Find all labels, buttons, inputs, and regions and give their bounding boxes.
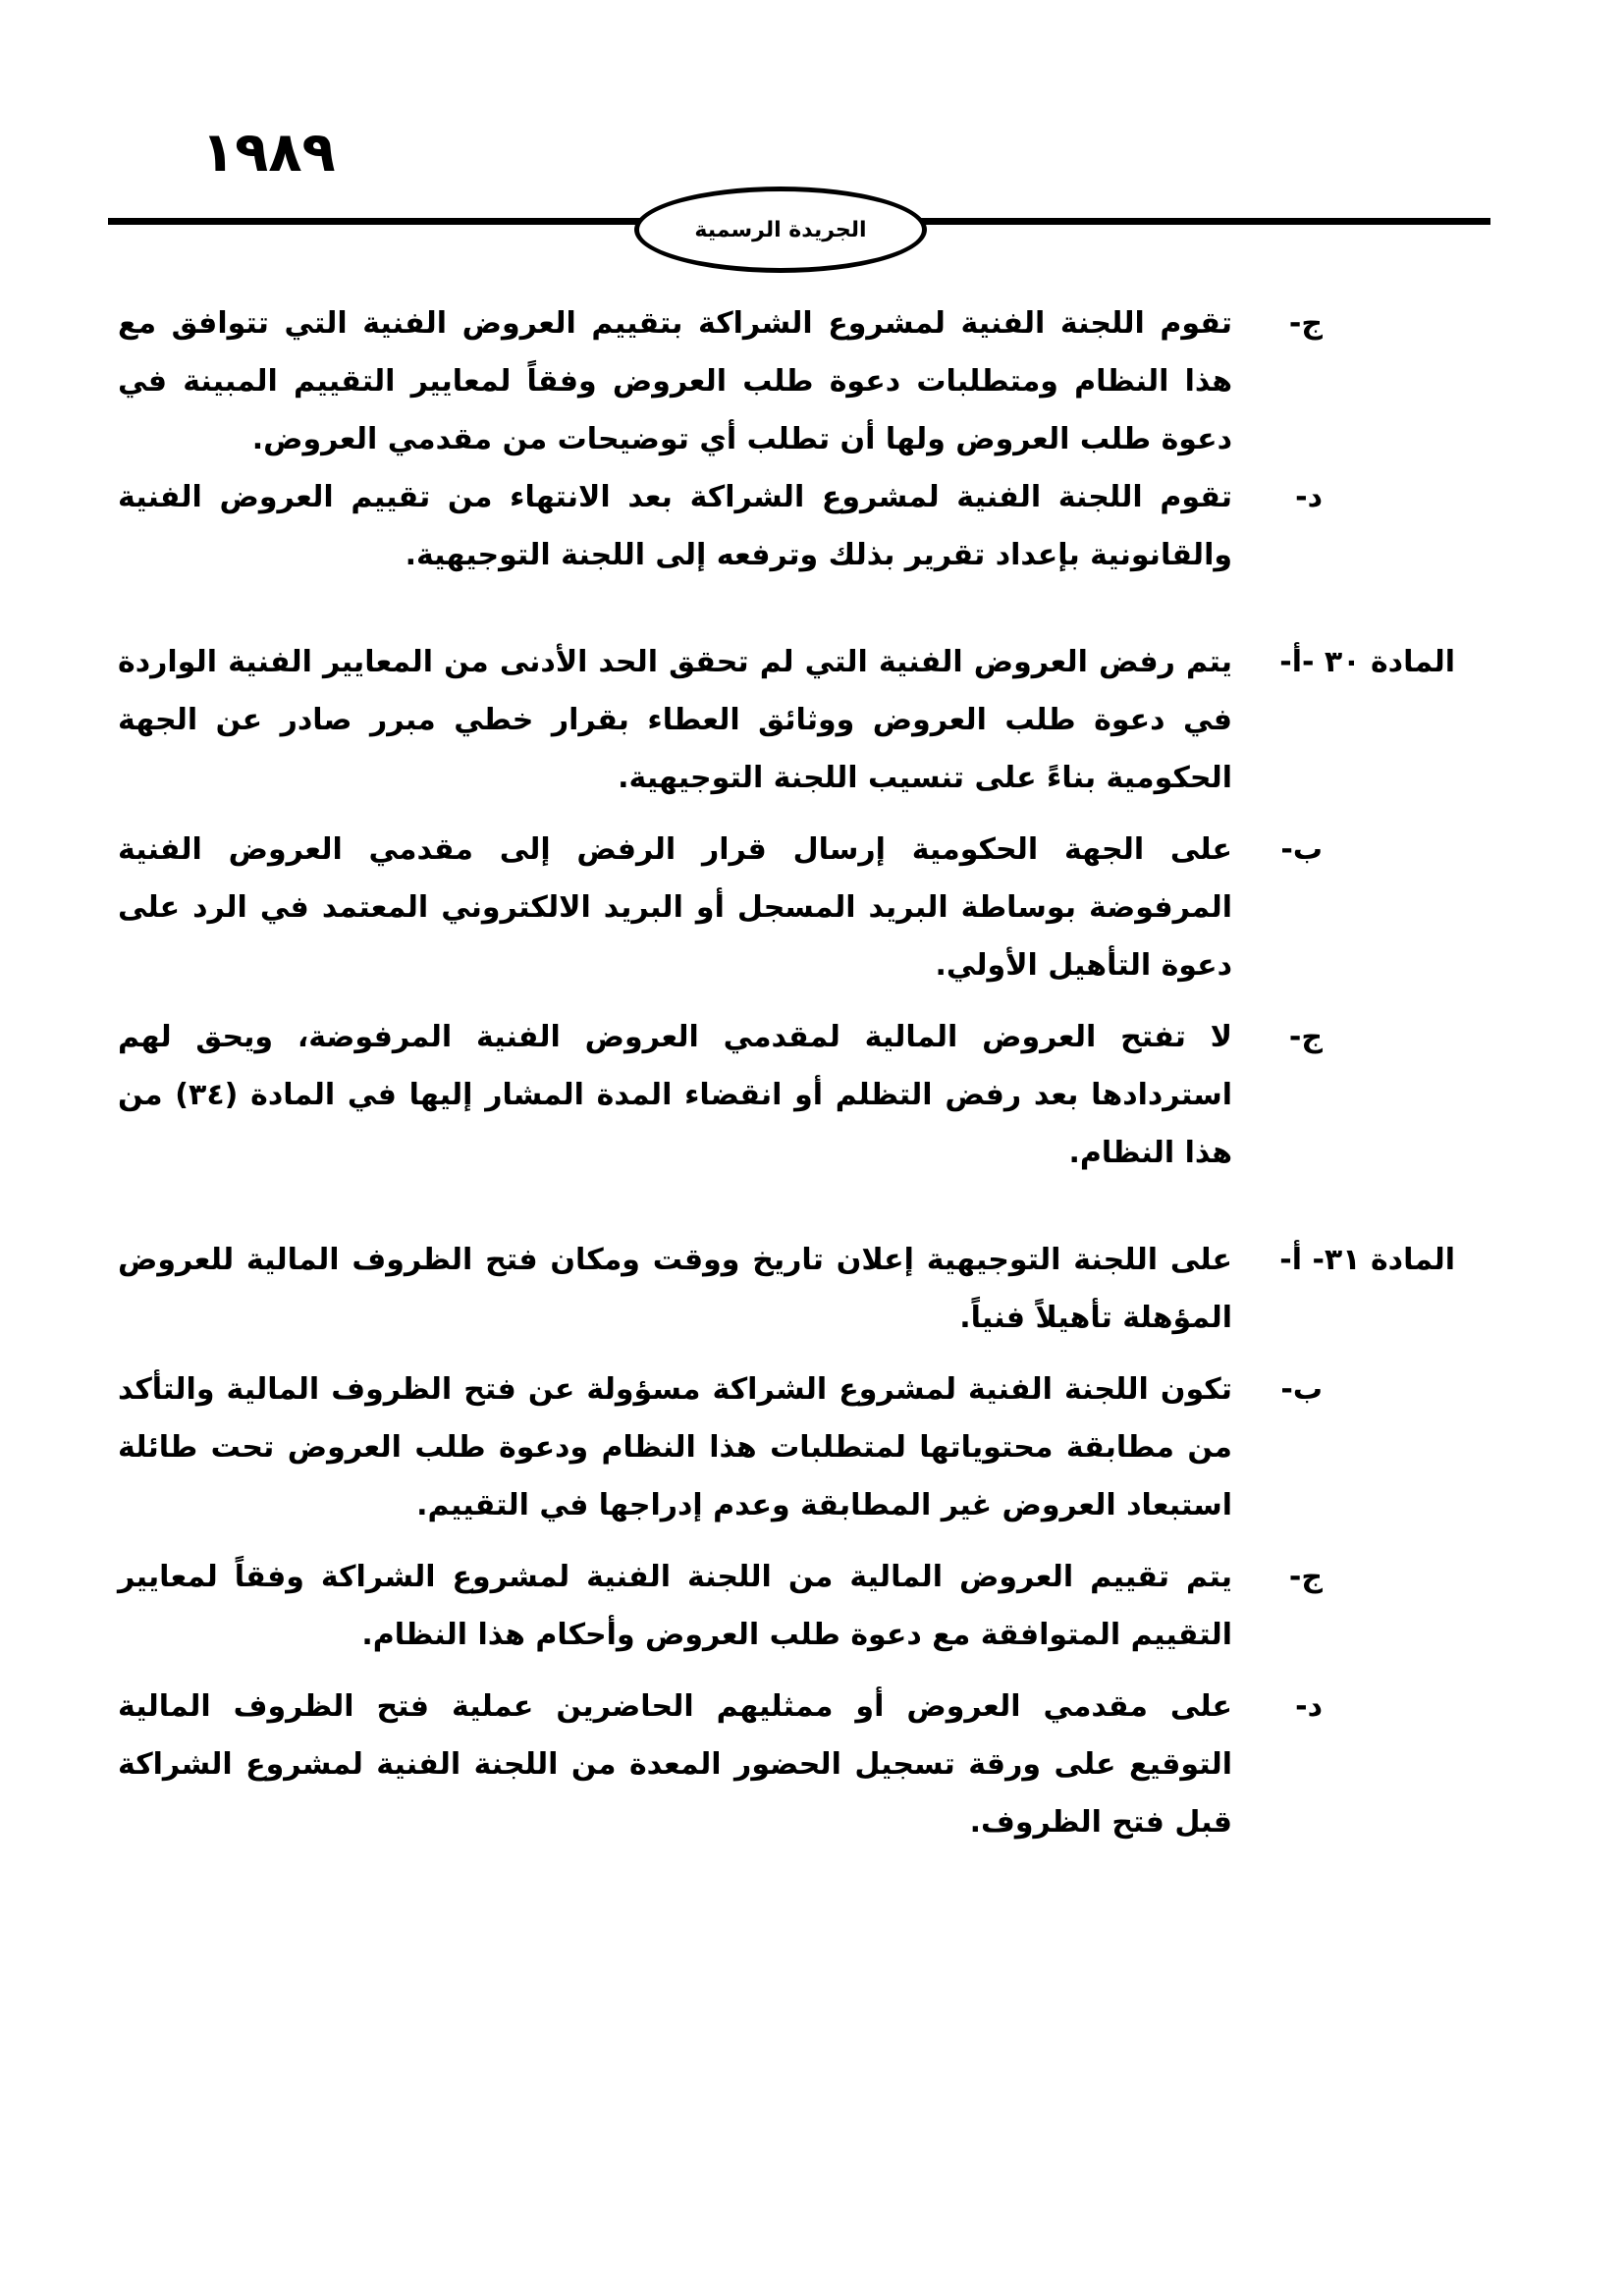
clause-marker: ب- xyxy=(1280,832,1323,867)
article-31-clause-d xyxy=(118,1678,1455,1851)
page-number: ١٩٨٩ xyxy=(201,121,336,185)
clause-text: لا تفتح العروض المالية لمقدمي العروض الفنية المرفوضة، ويحق لهم استردادها بعد رفض التظلم أو انقضاء المدة المشار إليها في المادة (٣٤) من هذا النظام. xyxy=(118,1020,1232,1170)
clause-text: تقوم اللجنة الفنية لمشروع الشراكة بعد الانتهاء من تقييم العروض الفنية والقانونية بإعداد تقرير بذلك وترفعه إلى اللجنة التوجيهية. xyxy=(118,480,1232,572)
document-body xyxy=(118,294,1455,1851)
article-30-clause-c xyxy=(118,1008,1455,1182)
clause-text: على مقدمي العروض أو ممثليهم الحاضرين عملية فتح الظروف المالية التوقيع على ورقة تسجيل الحضور المعدة من اللجنة الفنية لمشروع الشراكة قبل فتح الظروف. xyxy=(118,1689,1232,1840)
clause-marker: ج- xyxy=(1288,1560,1323,1594)
article-label: المادة ٣٠ -أ- xyxy=(1279,645,1455,679)
clause-text: على اللجنة التوجيهية إعلان تاريخ ووقت ومكان فتح الظروف المالية للعروض المؤهلة تأهيلاً فنياً. xyxy=(118,1243,1232,1335)
article-label: المادة ٣١- أ- xyxy=(1279,1243,1455,1277)
clause-marker: ج- xyxy=(1288,1020,1323,1054)
clause-text: تكون اللجنة الفنية لمشروع الشراكة مسؤولة عن فتح الظروف المالية والتأكد من مطابقة محتوياتها لمتطلبات هذا النظام ودعوة طلب العروض تحت طائلة استبعاد العروض غير المطابقة وعدم إدراجها في التقييم. xyxy=(118,1372,1232,1522)
publication-title: الجريدة الرسمية xyxy=(634,187,927,273)
article-30 xyxy=(118,633,1455,807)
clause-text: تقوم اللجنة الفنية لمشروع الشراكة بتقييم العروض الفنية التي تتوافق مع هذا النظام ومتطلبات دعوة طلب العروض وفقاً لمعايير التقييم المبينة في دعوة طلب العروض ولها أن تطلب أي توضيحات من مقدمي العروض. xyxy=(118,306,1232,456)
clause-text: يتم رفض العروض الفنية التي لم تحقق الحد الأدنى من المعايير الفنية الواردة في دعوة طلب العروض ووثائق العطاء بقرار خطي مبرر صادر عن الجهة الحكومية بناءً على تنسيب اللجنة التوجيهية. xyxy=(118,645,1232,795)
article-31-clause-b xyxy=(118,1361,1455,1534)
clause-intro-jeem xyxy=(118,294,1455,468)
clause-marker: د- xyxy=(1295,1689,1323,1724)
clause-intro-dal xyxy=(118,468,1455,584)
clause-marker: ب- xyxy=(1280,1372,1323,1407)
article-31-clause-c xyxy=(118,1548,1455,1664)
clause-text: يتم تقييم العروض المالية من اللجنة الفنية لمشروع الشراكة وفقاً لمعايير التقييم المتوافقة مع دعوة طلب العروض وأحكام هذا النظام. xyxy=(118,1560,1232,1652)
article-31 xyxy=(118,1231,1455,1347)
clause-text: على الجهة الحكومية إرسال قرار الرفض إلى مقدمي العروض الفنية المرفوضة بوساطة البريد المسجل أو البريد الالكتروني المعتمد في الرد على دعوة التأهيل الأولي. xyxy=(118,832,1232,983)
article-30-clause-b xyxy=(118,821,1455,994)
clause-marker: ج- xyxy=(1288,306,1323,341)
clause-marker: د- xyxy=(1295,480,1323,514)
